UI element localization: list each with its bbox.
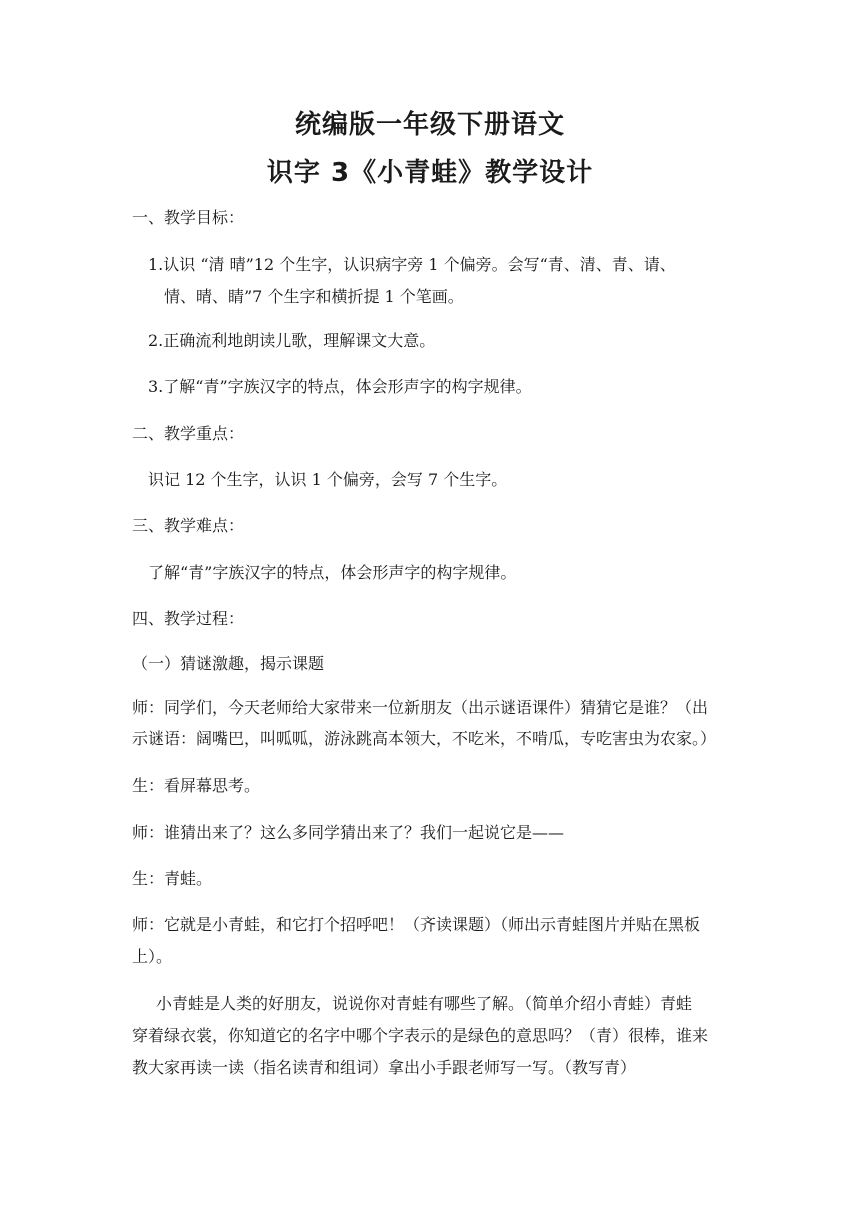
process-subheading-1: （一）猜谜激趣，揭示课题 — [132, 654, 325, 673]
objective-3: 3.了解“青”字族汉字的特点，体会形声字的构字规律。 — [148, 377, 532, 396]
difficulties-heading: 三、教学难点： — [132, 516, 245, 535]
objective-1-line-2: 情、晴、睛”7 个生字和横折提 1 个笔画。 — [164, 287, 464, 306]
dialog-line-3: 生：看屏幕思考。 — [132, 776, 261, 795]
dialog-line-6: 师：它就是小青蛙，和它打个招呼吧！（齐读课题）（师出示青蛙图片并贴在黑板 — [132, 915, 701, 934]
dialog-line-1: 师：同学们，今天老师给大家带来一位新朋友（出示谜语课件）猜猜它是谁？（出 — [132, 698, 709, 717]
dialog-line-2: 示谜语：阔嘴巴，叫呱呱，游泳跳高本领大，不吃米，不啃瓜，专吃害虫为农家。） — [132, 729, 717, 748]
paragraph-line-2: 穿着绿衣裳，你知道它的名字中哪个字表示的是绿色的意思吗？（青）很棒，谁来 — [132, 1026, 709, 1045]
dialog-line-7: 上）。 — [132, 947, 173, 966]
objective-2: 2.正确流利地朗读儿歌，理解课文大意。 — [148, 331, 436, 350]
paragraph-line-3: 教大家再读一读（指名读青和组词）拿出小手跟老师写一写。（教写青） — [132, 1058, 637, 1077]
difficulties-text: 了解“青”字族汉字的特点，体会形声字的构字规律。 — [148, 563, 517, 582]
dialog-line-4: 师：谁猜出来了？这么多同学猜出来了？我们一起说它是—— — [132, 823, 565, 842]
key-points-text: 识记 12 个生字，认识 1 个偏旁，会写 7 个生字。 — [148, 470, 508, 489]
document-title-line-2: 识字 3《小青蛙》教学设计 — [266, 158, 594, 188]
objectives-heading: 一、教学目标： — [132, 208, 245, 227]
paragraph-line-1: 小青蛙是人类的好朋友，说说你对青蛙有哪些了解。（简单介绍小青蛙）青蛙 — [156, 994, 693, 1013]
process-heading: 四、教学过程： — [132, 609, 245, 628]
key-points-heading: 二、教学重点： — [132, 424, 245, 443]
dialog-line-5: 生：青蛙。 — [132, 869, 213, 888]
document-title-line-1: 统编版一年级下册语文 — [294, 110, 565, 140]
objective-1-line-1: 1.认识 “清 晴”12 个生字，认识病字旁 1 个偏旁。会写“青、清、青、请、 — [148, 255, 676, 274]
